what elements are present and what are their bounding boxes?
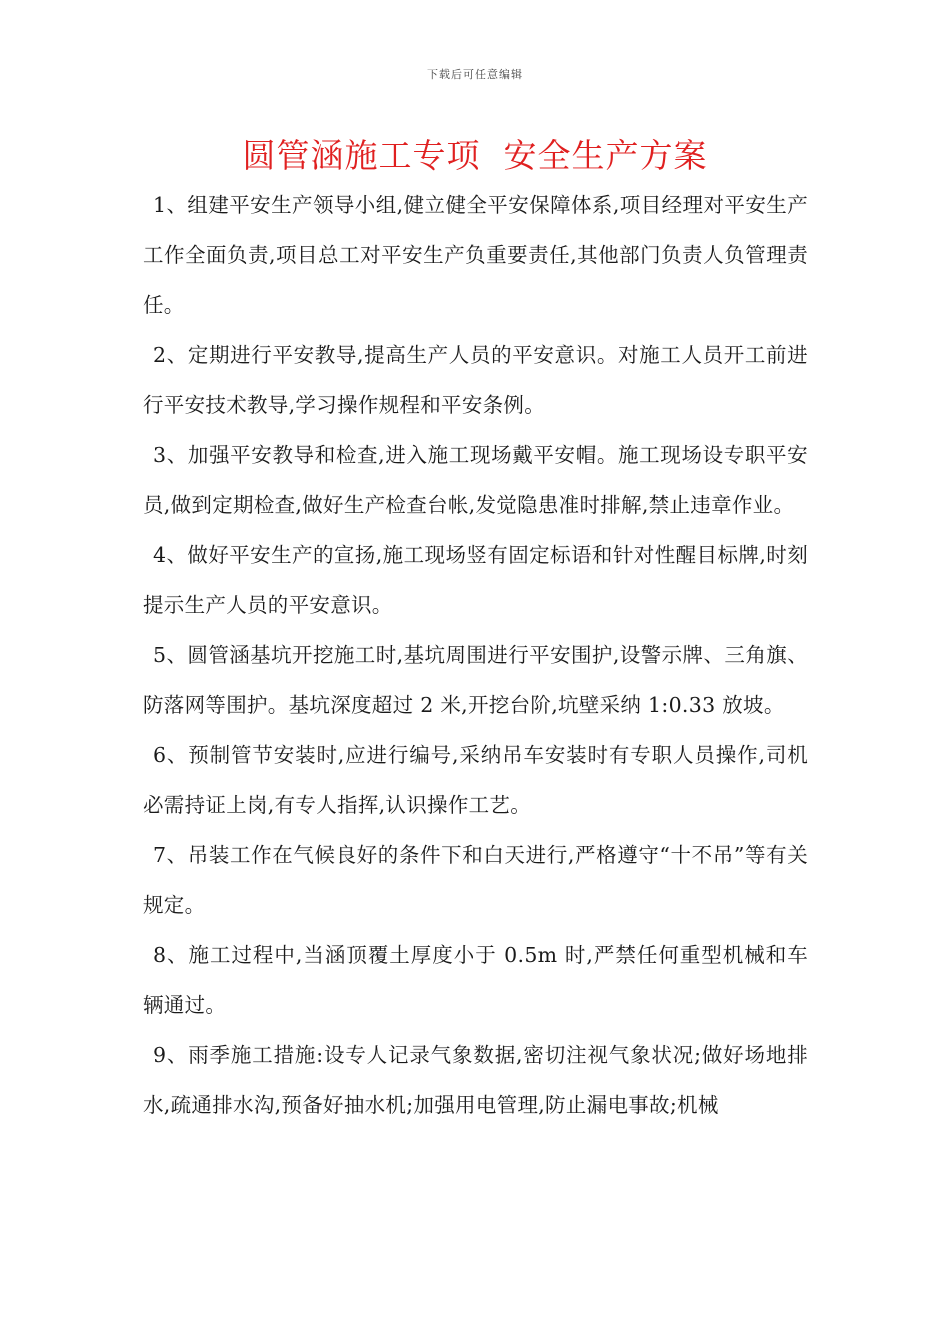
document-body	[143, 180, 808, 1130]
page-title: 圆管涵施工专项 安全生产方案	[242, 136, 708, 175]
paragraph-4: 4、做好平安生产的宣扬,施工现场竖有固定标语和针对性醒目标牌,时刻提示生产人员的平安意识。	[143, 543, 808, 617]
header-note: 下载后可任意编辑	[427, 68, 523, 81]
paragraph-6: 6、预制管节安装时,应进行编号,采纳吊车安装时有专职人员操作,司机必需持证上岗,有专人指挥,认识操作工艺。	[143, 743, 808, 817]
paragraph-7: 7、吊装工作在气候良好的条件下和白天进行,严格遵守“十不吊”等有关规定。	[143, 843, 808, 917]
paragraph-2: 2、定期进行平安教导,提高生产人员的平安意识。对施工人员开工前进行平安技术教导,学习操作规程和平安条例。	[143, 343, 808, 417]
paragraph-1: 1、组建平安生产领导小组,健立健全平安保障体系,项目经理对平安生产工作全面负责,项目总工对平安生产负重要责任,其他部门负责人负管理责任。	[143, 193, 808, 317]
paragraph-9: 9、雨季施工措施:设专人记录气象数据,密切注视气象状况;做好场地排水,疏通排水沟,预备好抽水机;加强用电管理,防止漏电事故;机械	[143, 1043, 808, 1117]
paragraph-3: 3、加强平安教导和检查,进入施工现场戴平安帽。施工现场设专职平安员,做到定期检查,做好生产检查台帐,发觉隐患准时排解,禁止违章作业。	[143, 443, 808, 517]
paragraph-5: 5、圆管涵基坑开挖施工时,基坑周围进行平安围护,设警示牌、三角旗、防落网等围护。基坑深度超过 2 米,开挖台阶,坑壁采纳 1:0.33 放坡。	[143, 643, 808, 717]
paragraph-8: 8、施工过程中,当涵顶覆土厚度小于 0.5m 时,严禁任何重型机械和车辆通过。	[143, 943, 808, 1017]
